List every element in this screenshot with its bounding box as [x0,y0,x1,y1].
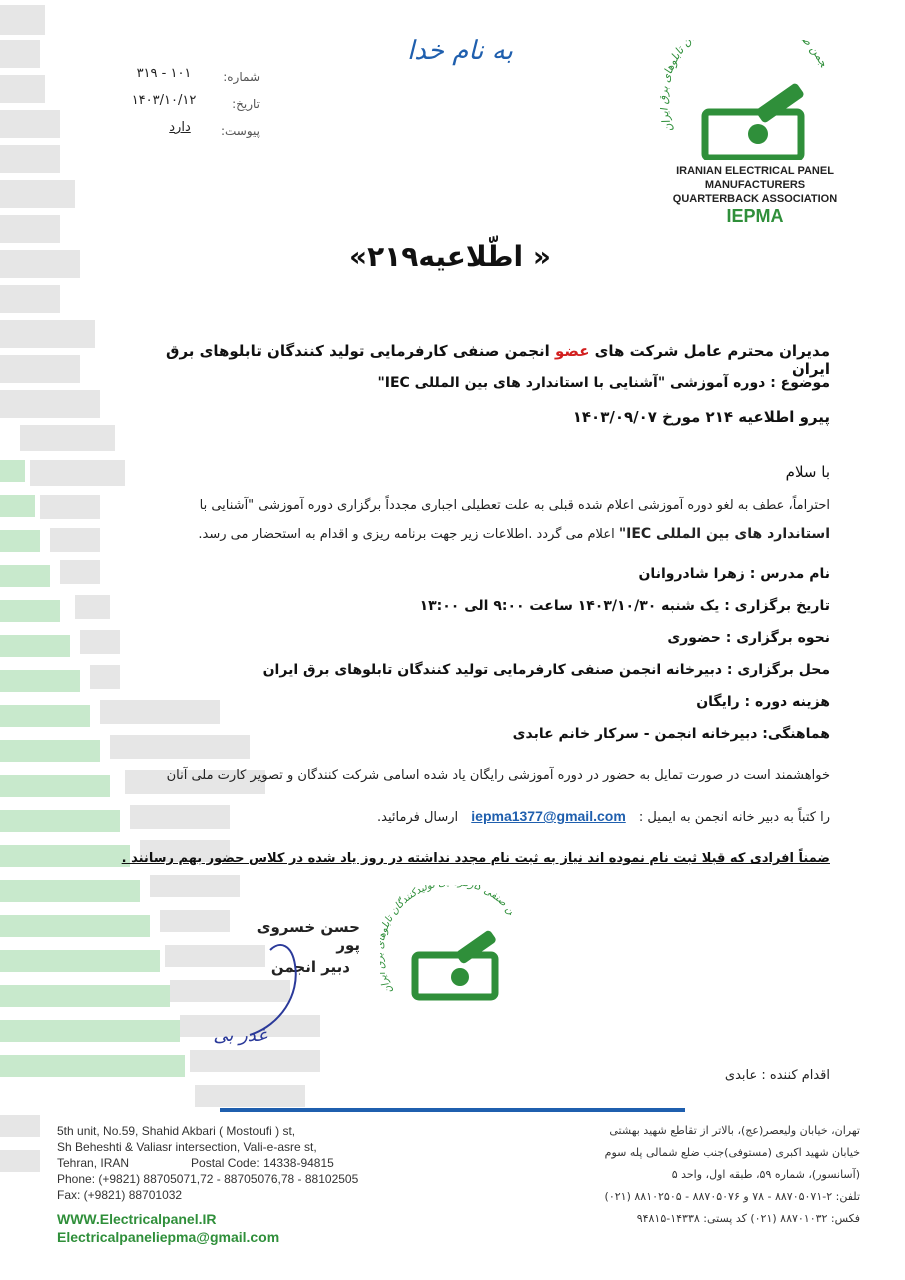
footer-divider [220,1108,685,1112]
recipient-prefix: مدیران محترم عامل شرکت های [589,342,830,360]
footer-en-line-1: 5th unit, No.59, Shahid Akbari ( Mostoufi ) st, [57,1124,296,1138]
recipient-line [130,342,830,378]
footer-en-line-3 [57,1155,417,1171]
request-line-2 [90,806,830,825]
logo-line-3: QUARTERBACK ASSOCIATION [672,193,838,205]
detail-instructor: نام مدرس : زهرا شادروانان [638,566,830,582]
attachment-label: پیوست: [220,124,260,138]
signature-stroke [240,935,320,1045]
svg-text:انجمن صنفی کارفرمایی تولیدکنند: جمن ص ن تابلوهای ان [660,40,831,134]
logo-line-1: IRANIAN ELECTRICAL PANEL [676,165,834,177]
footer-en-line-2: Sh Beheshti & Valiasr intersection, Vali-e-asre st, [57,1140,317,1154]
recipient-suffix: انجمن صنفی کارفرمایی تولید کنندگان تابلوهای برق ایران [166,342,830,378]
action-by: اقدام کننده : عابدی [724,1068,830,1083]
footer-email-link[interactable]: Electricalpaneliepma@gmail.com [57,1229,280,1245]
intro-rest: اعلام می گردد .اطلاعات زیر جهت برنامه ریزی و اقدام به استحضار می رسد. [198,527,619,542]
detail-location: محل برگزاری : دبیرخانه انجمن صنفی کارفرمایی تولید کنندگان تابلوهای برق ایران [262,662,830,678]
detail-date: تاریخ برگزاری : یک شنبه ۱۴۰۳/۱۰/۳۰ ساعت ۹:۰۰ الی ۱۳:۰۰ [419,598,830,614]
number-label: شماره: [223,70,260,84]
signer-name: حسن خسروی پور [256,918,360,954]
number-value: ۳۱۹ - ۱۰۱ [136,66,192,81]
signer-title: دبیر انجمن [270,958,350,976]
logo-mark-icon [660,40,850,160]
subject-line: موضوع : دوره آموزشی "آشنایی با استاندارد های بین المللی IEC" [377,375,830,391]
date-value: ۱۴۰۳/۱۰/۱۲ [131,93,197,108]
logo-abbreviation: IEPMA [726,206,784,226]
intro-line-1: احتراماً، عطف به لغو دوره آموزشی اعلام شده قبلی به علت تعطیلی اجباری مجدداً برگزاری دوره آموزشی "آشنایی با [199,498,830,513]
detail-mode: نحوه برگزاری : حضوری [667,630,830,646]
signature-scribble: غدر بی [213,1025,267,1046]
followup-line: پیرو اطلاعیه ۲۱۴ مورخ ۱۴۰۳/۰۹/۰۷ [572,408,830,426]
detail-fee: هزینه دوره : رایگان [696,694,830,710]
attachment-value: دارد [169,120,191,135]
request-post: ارسال فرمائید. [377,810,459,825]
footer-address-en [57,1123,417,1203]
iepma-logo [660,40,850,226]
intro-line-2 [90,526,830,542]
association-stamp [380,885,530,1015]
note-line: ضمناً افرادی که قبلا ثبت نام نموده اند نیاز به ثبت نام مجدد نداشته در روز یاد شده در کلاس حضور بهم رسانند . [121,851,830,866]
bismillah-heading: به نام خدا [407,36,513,66]
request-pre: را کتباً به دبیر خانه انجمن به ایمیل : [638,810,830,825]
footer-fa-fax-postal: فکس: ۸۸۷۰۱۰۳۲ (۰۲۱) کد پستی: ۱۴۳۳۸-۹۴۸۱۵ [636,1212,860,1225]
detail-coordination: هماهنگی: دبیرخانه انجمن - سرکار خانم عابدی [512,726,830,742]
greeting: با سلام [785,463,830,481]
contact-email-link[interactable]: iepma1377@gmail.com [471,808,626,824]
footer-web-contacts [57,1210,377,1246]
announcement-title: « اطّلاعیه۲۱۹» [349,240,551,273]
logo-line-2: MANUFACTURERS [704,179,806,191]
footer-fa-line-3: (آسانسور)، شماره ۵۹، طبقه اول، واحد ۵ [671,1168,860,1181]
svg-text:انجمن صنفی کارفرمایی تولیدکنند: ن صنفی کا تولیدکنندگان تابل ان [380,885,517,996]
intro-bold-phrase: استاندارد های بین المللی IEC" [618,526,830,542]
footer-fa-line-1: تهران، خیابان ولیعصر(عج)، بالاتر از تقاطع شهید بهشتی [609,1124,860,1137]
footer-fa-phone: تلفن: ۲-۸۸۷۰۵۰۷۱ - ۷۸ و ۸۸۷۰۵۰۷۶ - ۸۸۱۰۲۵۰۵ (۰۲۱) [604,1190,860,1203]
footer-fax: Fax: (+9821) 88701032 [57,1188,183,1202]
recipient-highlight: عضو [555,342,590,360]
stamp-logo-icon [380,885,530,1015]
footer-fa-line-2: خیابان شهید اکبری (مستوفی)جنب ضلع شمالی پله سوم [604,1146,860,1159]
date-label: تاریخ: [232,97,260,111]
footer-city: Tehran, IRAN [57,1156,130,1170]
footer-phone: Phone: (+9821) 88705071,72 - 88705076,78 - 88102505 [57,1172,359,1186]
request-line-1: خواهشمند است در صورت تمایل به حضور در دوره آموزشی رایگان یاد شده اسامی شرکت کنندگان و تصویر کارت ملی آنان [166,768,830,783]
footer-website-link[interactable]: WWW.Electricalpanel.IR [57,1211,217,1227]
footer-postal: Postal Code: 14338-94815 [191,1156,334,1170]
footer-address-fa [520,1120,860,1230]
